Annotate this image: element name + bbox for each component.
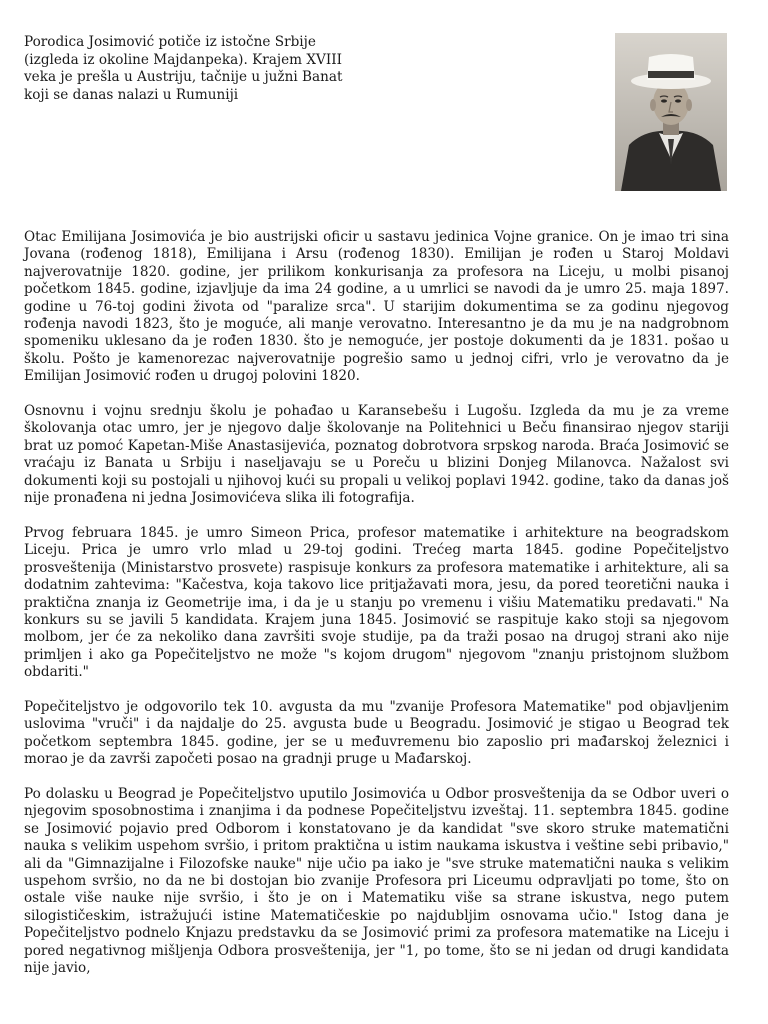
intro-line: Porodica Josimović potiče iz istočne Srbije	[24, 34, 316, 50]
paragraph: Prvog februara 1845. je umro Simeon Prica, profesor matematike i arhitekture na beogradskom Liceju. Prica je umro vrlo mlad u 29-toj godini. Trećeg marta 1845. godine Popečiteljstvo prosveštenija (Ministarstvo prosvete) raspisuje konkurs za profesora matematike i arhitekture, ali sa dodatnim zahtevima: "Kačestva, koja takovo lice pritjažavati mora, jesu, da pored teoretični nauka i praktična znanja iz Geometrije ima, i da je u stanju po vremenu i višiu Matematiku predavati." Na konkurs su se javili 5 kandidata. Krajem juna 1845. Josimović se raspituje kako stoji sa njegovom molbom, jer će za nekoliko dana završiti svoje studije, pa da traži posao na drugoj strani ako nije primljen i ako ga Popečiteljstvo ne može "s kojom drugom" njegovom "znanju pristojnom službom obdariti."	[24, 524, 729, 681]
intro-line: koji se danas nalazi u Rumuniji	[24, 86, 239, 103]
intro-line: veka je prešla u Austriju, tačnije u južni Banat	[24, 69, 343, 85]
paragraph: Osnovnu i vojnu srednju školu je pohađao u Karansebešu i Lugošu. Izgleda da mu je za vreme školovanja otac umro, jer je njegovo dalje školovanje na Politehnici u Beču finansirao njegov stariji brat uz pomoć Kapetan-Miše Anastasijevića, poznatog dobrotvora srpskog naroda. Braća Josimović se vraćaju iz Banata u Srbiju i naseljavaju se u Poreču u blizini Donjeg Milanovca. Nažalost svi dokumenti koji su postojali u njihovoj kući su propali u velikoj poplavi 1942. godine, tako da danas još nije pronađena ni jedna Josimovićeva slika ili fotografija.	[24, 403, 729, 507]
paragraph: Po dolasku u Beograd je Popečiteljstvo uputilo Josimovića u Odbor prosveštenija da se Odbor uveri o njegovim sposobnostima i znanjima i da podnese Popečiteljstvu izveštaj. 11. septembra 1845. godine se Josimović pojavio pred Odborom i konstatovano je da kandidat "sve skoro struke matematični nauka s velikim uspehom svršio, i pritom praktična u istim naukama iskustva i veštine sebi pribavio," ali da "Gimnazijalne i Filozofske nauke" nije učio pa iako je "sve struke matematični nauka s velikim uspehom svršio, no da ne bi dostojan bio zvanije Profesora pri Liceumu odpravljati po tome, što on ostale više nauke nije svršio, i što je on i Matematiku više sa strane iskustva, nego putem silogističeskim, istražujući istine Matematičeskie po najdubljim osnovama učio." Istog dana je Popečiteljstvo podnelo Knjazu predstavku da se Josimović primi za profesora matematike na Liceju i pored negativnog mišljenja Odbora prosveštenija, jer "1, po tome, što se ni jedan od drugi kandidata nije javio,	[24, 785, 729, 976]
article-body	[24, 229, 729, 995]
intro-block	[24, 34, 384, 104]
paragraph: Otac Emilijana Josimovića je bio austrijski oficir u sastavu jedinica Vojne granice. On je imao tri sina Jovana (rođenog 1818), Emilijana i Arsu (rođenog 1830). Emilijan je rođen u Staroj Moldavi najverovatnije 1820. godine, jer prilikom konkurisanja za profesora na Liceju, u molbi pisanoj početkom 1845. godine, izjavljuje da ima 24 godine, a u umrlici se navodi da je umro 25. maja 1897. godine u 76-toj godini života od "paralize srca". U starijim dokumentima se za godinu njegovog rođenja navodi 1823, što je moguće, ali manje verovatno. Interesantno je da mu je na nadgrobnom spomeniku uklesano da je rođen 1830. što je nemoguće, jer postoje dokumenti da je 1831. pošao u školu. Pošto je kamenorezac najverovatnije pogrešio samo u jednoj cifri, vrlo je verovatno da je Emilijan Josimović rođen u drugoj polovini 1820.	[24, 229, 729, 385]
intro-line: (izgleda iz okoline Majdanpeka). Krajem XVIII	[24, 51, 342, 68]
paragraph: Popečiteljstvo je odgovorilo tek 10. avgusta da mu "zvanije Profesora Matematike" pod objavljenim uslovima "vruči" i da najdalje do 25. avgusta bude u Beogradu. Josimović je stigao u Beograd tek početkom septembra 1845. godine, jer se u međuvremenu bio zaposlio pri mađarskoj železnici i morao je da završi započeti posao na gradnji pruge u Mađarskoj.	[24, 698, 729, 768]
portrait-photo	[615, 33, 727, 191]
portrait-icon	[615, 33, 727, 191]
